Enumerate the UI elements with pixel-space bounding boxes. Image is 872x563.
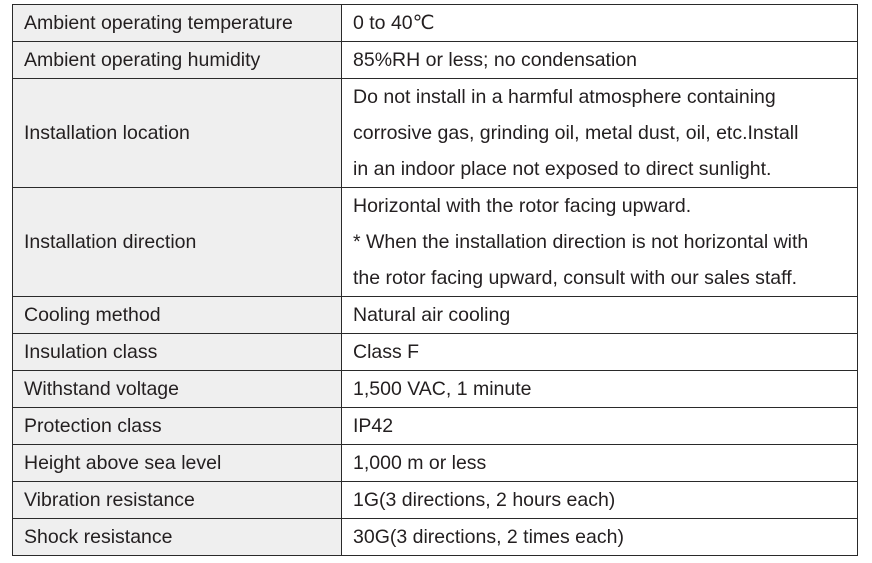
value-line: 85%RH or less; no condensation xyxy=(353,49,637,71)
row-value-protection-class xyxy=(342,408,858,445)
value-line: 1G(3 directions, 2 hours each) xyxy=(353,489,616,511)
value-line: Horizontal with the rotor facing upward. xyxy=(353,195,692,217)
value-line: the rotor facing upward, consult with our sales staff. xyxy=(353,267,798,289)
row-label-protection-class: Protection class xyxy=(13,408,342,445)
value-line: 0 to 40℃ xyxy=(353,12,435,34)
row-value-ambient-operating-humidity xyxy=(342,42,858,79)
value-line: * When the installation direction is not horizontal with xyxy=(353,231,809,253)
row-label-withstand-voltage: Withstand voltage xyxy=(13,371,342,408)
table-row xyxy=(13,42,858,79)
table-row xyxy=(13,5,858,42)
table-row xyxy=(13,297,858,334)
value-line: corrosive gas, grinding oil, metal dust, oil, etc.Install xyxy=(353,122,799,144)
row-value-vibration-resistance xyxy=(342,482,858,519)
table-row xyxy=(13,482,858,519)
specifications-table-body xyxy=(13,5,858,556)
value-line: in an indoor place not exposed to direct sunlight. xyxy=(353,158,772,180)
row-label-ambient-operating-temperature: Ambient operating temperature xyxy=(13,5,342,42)
row-value-installation-location xyxy=(342,79,858,188)
row-value-shock-resistance xyxy=(342,519,858,556)
value-line: Natural air cooling xyxy=(353,304,511,326)
row-value-installation-direction xyxy=(342,188,858,297)
row-value-cooling-method xyxy=(342,297,858,334)
row-label-shock-resistance: Shock resistance xyxy=(13,519,342,556)
table-row xyxy=(13,188,858,297)
value-line: 1,500 VAC, 1 minute xyxy=(353,378,532,400)
table-row xyxy=(13,445,858,482)
row-value-ambient-operating-temperature xyxy=(342,5,858,42)
row-label-cooling-method: Cooling method xyxy=(13,297,342,334)
value-line: 30G(3 directions, 2 times each) xyxy=(353,526,624,548)
row-value-withstand-voltage xyxy=(342,371,858,408)
row-label-installation-location: Installation location xyxy=(13,79,342,188)
row-value-height-above-sea-level xyxy=(342,445,858,482)
table-row xyxy=(13,371,858,408)
value-line: Do not install in a harmful atmosphere containing xyxy=(353,86,776,108)
table-row xyxy=(13,79,858,188)
table-row xyxy=(13,408,858,445)
table-row xyxy=(13,334,858,371)
row-label-ambient-operating-humidity: Ambient operating humidity xyxy=(13,42,342,79)
row-label-vibration-resistance: Vibration resistance xyxy=(13,482,342,519)
value-line: 1,000 m or less xyxy=(353,452,487,474)
row-label-installation-direction: Installation direction xyxy=(13,188,342,297)
specifications-table xyxy=(12,4,858,556)
value-line: Class F xyxy=(353,341,420,363)
value-line: IP42 xyxy=(353,415,394,437)
row-label-insulation-class: Insulation class xyxy=(13,334,342,371)
row-label-height-above-sea-level: Height above sea level xyxy=(13,445,342,482)
row-value-insulation-class xyxy=(342,334,858,371)
table-row xyxy=(13,519,858,556)
